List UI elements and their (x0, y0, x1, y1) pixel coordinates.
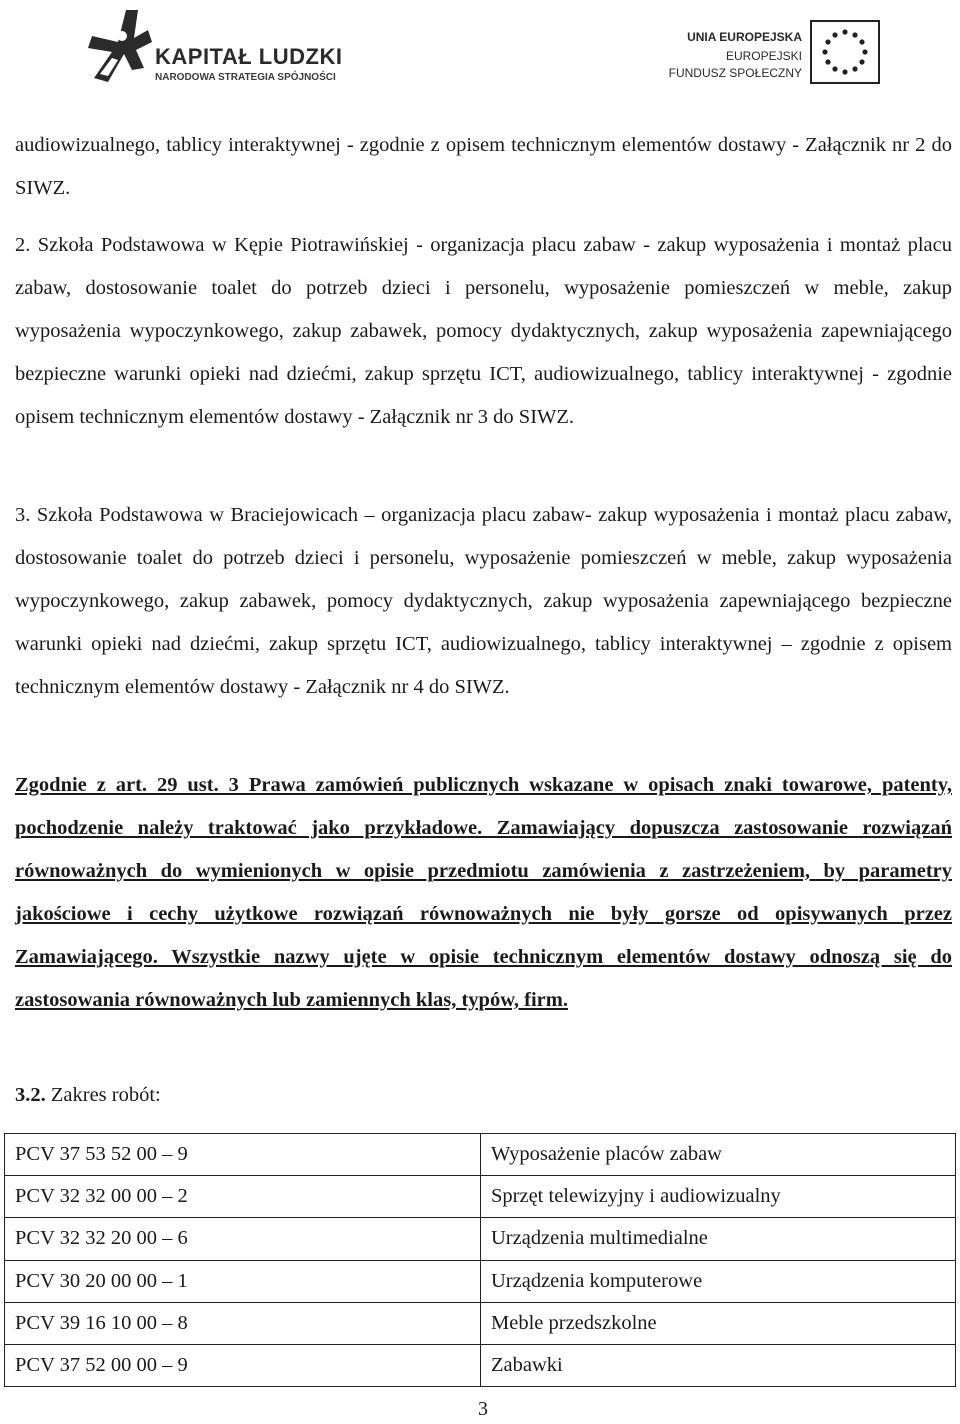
table-row (5, 1134, 956, 1176)
section-number: 3.2. (15, 1084, 46, 1106)
paragraph-intro: audiowizualnego, tablicy interaktywnej - zgodnie z opisem technicznym elementów dostawy - Załącznik nr 2 do SIWZ. (15, 134, 952, 199)
section-heading (15, 1074, 161, 1116)
cpv-code-cell: PCV 32 32 00 00 – 2 (5, 1176, 481, 1218)
kapital-ludzki-title: KAPITAŁ LUDZKI (155, 44, 343, 69)
eu-logo-line3: FUNDUSZ SPOŁECZNY (668, 66, 802, 80)
table-row (5, 1302, 956, 1344)
kapital-ludzki-subtitle: NARODOWA STRATEGIA SPÓJNOŚCI (155, 72, 336, 83)
eu-logo-line1: UNIA EUROPEJSKA (687, 30, 802, 44)
scope-table (4, 1133, 956, 1387)
cpv-name-cell: Urządzenia komputerowe (481, 1260, 956, 1302)
cpv-name-cell: Wyposażenie placów zabaw (481, 1134, 956, 1176)
cpv-name-cell: Meble przedszkolne (481, 1302, 956, 1344)
page-number: 3 (478, 1398, 488, 1420)
paragraph-item-2: 2. Szkoła Podstawowa w Kępie Piotrawińskiej - organizacja placu zabaw - zakup wyposażenia i montaż placu zabaw, dostosowanie toalet do potrzeb dzieci i personelu, wyposażenie pomieszczeń w meble, zakup wyposażenia wypoczynkowego, zakup zabawek, pomocy dydaktycznych, zakup wyposażenia zapewniającego bezpieczne warunki opieki nad dziećmi, zakup sprzętu ICT, audiowizualnego, tablicy interaktywnej - zgodnie opisem technicznym elementów dostawy - Załącznik nr 3 do SIWZ. (15, 234, 952, 428)
table-row (5, 1176, 956, 1218)
paragraph-item-3: 3. Szkoła Podstawowa w Braciejowicach – organizacja placu zabaw- zakup wyposażenia i montaż placu zabaw, dostosowanie toalet do potrzeb dzieci i personelu, wyposażenie pomieszczeń w meble, zakup wyposażenia wypoczynkowego, zakup zabawek, pomocy dydaktycznych, zakup wyposażenia zapewniającego bezpieczne warunki opieki nad dziećmi, zakup sprzętu ICT, audiowizualnego, tablicy interaktywnej – zgodnie z opisem technicznym elementów dostawy - Załącznik nr 4 do SIWZ. (15, 504, 952, 698)
eu-logo-line2: EUROPEJSKI (725, 49, 802, 63)
cpv-code-cell: PCV 32 32 20 00 – 6 (5, 1218, 481, 1260)
cpv-name-cell: Urządzenia multimedialne (481, 1218, 956, 1260)
cpv-code-cell: PCV 37 52 00 00 – 9 (5, 1344, 481, 1386)
cpv-code-cell: PCV 39 16 10 00 – 8 (5, 1302, 481, 1344)
cpv-code-cell: PCV 30 20 00 00 – 1 (5, 1260, 481, 1302)
star-figure-icon (78, 8, 158, 90)
table-row (5, 1344, 956, 1386)
kapital-ludzki-logo (78, 8, 368, 88)
eu-flag-icon (810, 20, 880, 84)
table-row (5, 1260, 956, 1302)
page-header (0, 0, 960, 110)
cpv-code-cell: PCV 37 53 52 00 – 9 (5, 1134, 481, 1176)
eu-logo (660, 20, 880, 80)
cpv-name-cell: Zabawki (481, 1344, 956, 1386)
cpv-name-cell: Sprzęt telewizyjny i audiowizualny (481, 1176, 956, 1218)
table-row (5, 1218, 956, 1260)
section-title: Zakres robót: (45, 1084, 161, 1106)
paragraph-legal-note: Zgodnie z art. 29 ust. 3 Prawa zamówień publicznych wskazane w opisach znaki towarowe, patenty, pochodzenie należy traktować jako przykładowe. Zamawiający dopuszcza zastosowanie rozwiązań równoważnych do wymienionych w opisie przedmiotu zamówienia z zastrzeżeniem, by parametry jakościowe i cechy użytkowe rozwiązań równoważnych nie były gorsze od opisywanych przez Zamawiającego. Wszystkie nazwy ujęte w opisie technicznym elementów dostawy odnoszą się do zastosowania równoważnych lub zamiennych klas, typów, firm. (15, 774, 952, 1011)
